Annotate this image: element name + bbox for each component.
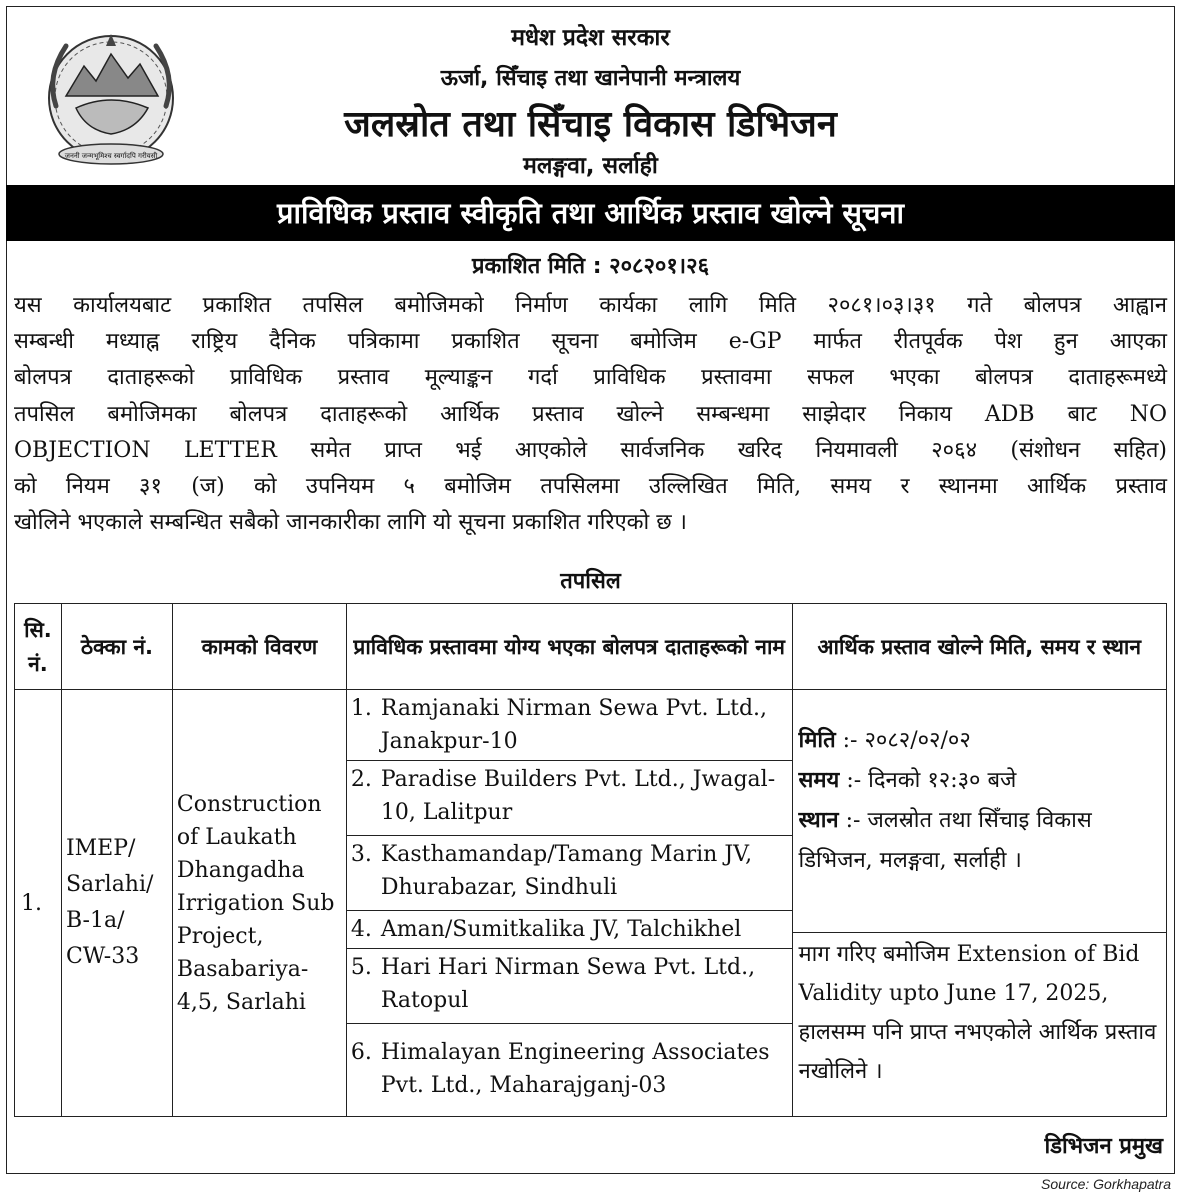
table-header-row [15, 604, 1167, 690]
time-label: समय [798, 768, 840, 793]
body-line: बोलपत्र दाताहरूको प्राविधिक प्रस्ताव मूल्याङ्कन गर्दा प्राविधिक प्रस्तावमा सफल भएका बोलपत्र दाताहरूमध्ये [14, 365, 1167, 391]
government-name: मधेश प्रदेश सरकार [511, 25, 670, 51]
row-opening-details [792, 690, 1166, 1117]
svg-text:जननी जन्मभूमिश्च स्वर्गादपि गर: जननी जन्मभूमिश्च स्वर्गादपि गरीयसी [64, 152, 158, 160]
signatory-title: डिभिजन प्रमुख [1044, 1134, 1163, 1159]
header-bidders: प्राविधिक प्रस्तावमा योग्य भएका बोलपत्र दाताहरूको नाम [346, 604, 792, 690]
bidder-item: 2. Paradise Builders Pvt. Ltd., Jwagal-10, Lalitpur [347, 761, 792, 836]
opening-schedule [793, 713, 1166, 933]
header-opening: आर्थिक प्रस्ताव खोल्ने मिति, समय र स्थान [792, 604, 1166, 690]
body-line: को नियम ३१ (ज) को उपनियम ५ बमोजिम तपसिलमा उल्लिखित मिति, समय र स्थानमा आर्थिक प्रस्ताव [14, 474, 1167, 500]
bidder-item: 3. Kasthamandap/Tamang Marin JV, Dhurabazar, Sindhuli [347, 836, 792, 911]
header-work: कामको विवरण [172, 604, 346, 690]
body-line: OBJECTION LETTER समेत प्राप्त भई आएकोले सार्वजनिक खरिद नियमावली २०६४ (संशोधन सहित) [14, 437, 1167, 463]
notice-header [6, 6, 1175, 184]
header-sn: सि. नं. [15, 604, 62, 690]
body-line: सम्बन्धी मध्याह्न राष्ट्रिय दैनिक पत्रिकामा प्रकाशित सूचना बमोजिम e-GP मार्फत रीतपूर्वक पेश हुन आएका [14, 329, 1167, 355]
bidder-item: 6. Himalayan Engineering Associates Pvt. Ltd., Maharajganj-03 [350, 1040, 770, 1098]
ministry-name: ऊर्जा, सिँचाइ तथा खानेपानी मन्त्रालय [440, 66, 741, 91]
bidder-item: 4. Aman/Sumitkalika JV, Talchikhel [347, 911, 792, 949]
opening-note: माग गरिए बमोजिम Extension of Bid Validity upto June 17, 2025, हालसम्म पनि प्राप्त नभएकोले आर्थिक प्रस्ताव नखोलिने । [798, 942, 1157, 1084]
schedule-title: तपसिल [560, 569, 621, 594]
published-date: प्रकाशित मिति : २०८२०१।२६ [471, 254, 710, 279]
body-line: खोलिने भएकाले सम्बन्धित सबैको जानकारीका लागि यो सूचना प्रकाशित गरिएको छ । [14, 510, 687, 536]
row-bidders [346, 690, 792, 1117]
notice-title: प्राविधिक प्रस्ताव स्वीकृति तथा आर्थिक प्रस्ताव खोल्ने सूचना [6, 185, 1175, 241]
place-value: :- जलस्रोत तथा सिँचाइ विकास डिभिजन, मलङ्गवा, सर्लाही । [798, 808, 1092, 873]
row-sn: 1. [15, 690, 62, 1117]
body-line: यस कार्यालयबाट प्रकाशित तपसिल बमोजिमको निर्माण कार्यका लागि मिति २०८१।०३।३१ गते बोलपत्र आह्वान [14, 293, 1167, 318]
division-name: जलस्रोत तथा सिँचाइ विकास डिभिजन [344, 104, 837, 145]
time-value: :- दिनको १२:३० बजे [846, 768, 1017, 793]
date-value: :- २०८२/०२/०२ [842, 728, 971, 753]
row-work-description: Construction of Laukath Dhangadha Irrigation Sub Project, Basabariya-4,5, Sarlahi [172, 690, 346, 1117]
office-location: मलङ्गवा, सर्लाही [523, 153, 658, 179]
bidder-item: 1. Ramjanaki Nirman Sewa Pvt. Ltd., Janakpur-10 [347, 690, 792, 761]
body-line: तपसिल बमोजिमका बोलपत्र दाताहरूको आर्थिक प्रस्ताव खोल्ने सम्बन्धमा साझेदार निकाय ADB बाट NO [14, 401, 1167, 427]
source-credit: Source: Gorkhapatra [1041, 1176, 1171, 1192]
row-contract-no: IMEP/ Sarlahi/ B-1a/ CW-33 [61, 690, 172, 1117]
bidders-table [14, 603, 1167, 1117]
date-label: मिति [798, 728, 836, 753]
table-row [15, 690, 1167, 1117]
bidder-item: 5. Hari Hari Nirman Sewa Pvt. Ltd., Ratopul [347, 949, 792, 1024]
notice-body [14, 288, 1167, 541]
place-label: स्थान [798, 808, 839, 833]
header-contract: ठेक्का नं. [61, 604, 172, 690]
